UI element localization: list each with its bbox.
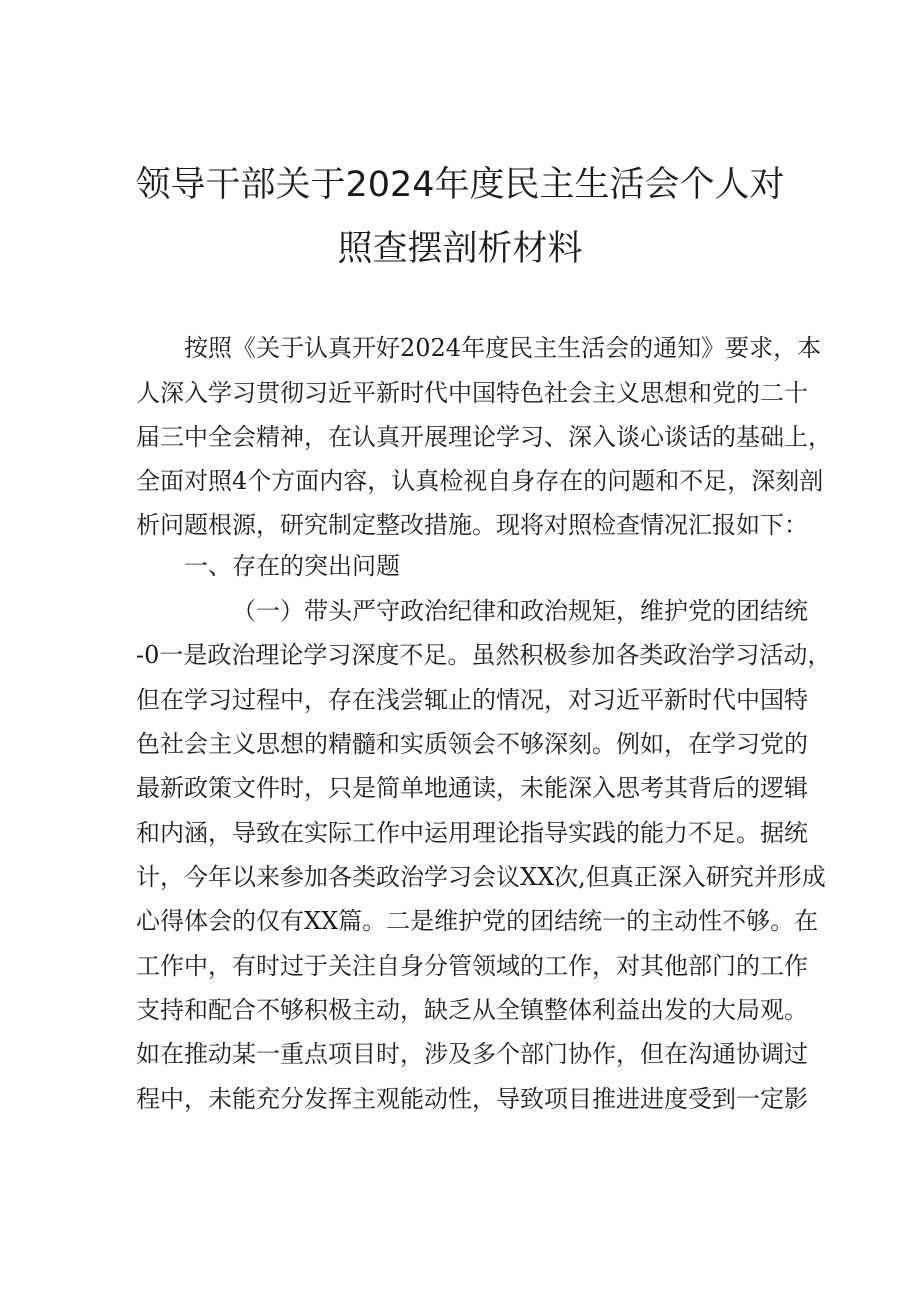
body-paragraph-line: 如在推动某一重点项目时，涉及多个部门协作，但在沟通协调过 <box>136 1040 808 1068</box>
body-paragraph-line: 支持和配合不够积极主动，缺乏从全镇整体利益出发的大局观。 <box>136 996 808 1024</box>
body-paragraph-line: 计，今年以来参加各类政治学习会议XX次,但真正深入研究并形成 <box>136 863 826 891</box>
body-paragraph-line: 但在学习过程中，存在浅尝辄止的情况，对习近平新时代中国特 <box>136 686 808 714</box>
body-paragraph-line: 心得体会的仅有XX篇。二是维护党的团结统一的主动性不够。在 <box>136 907 819 935</box>
body-paragraph-line: （一）带头严守政治纪律和政治规矩，维护党的团结统 <box>232 597 808 625</box>
body-paragraph-line: -0一是政治理论学习深度不足。虽然积极参加各类政治学习活动， <box>136 641 832 669</box>
body-paragraph-line: 色社会主义思想的精髓和实质领会不够深刻。例如，在学习党的 <box>136 730 808 758</box>
body-paragraph-line: 和内涵，导致在实际工作中运用理论指导实践的能力不足。据统 <box>136 819 808 847</box>
document-title-line-2: 照查摆剖析材料 <box>337 229 583 269</box>
body-paragraph-line: 工作中，有时过于关注自身分管领域的工作，对其他部门的工作 <box>136 952 808 980</box>
section-heading: 一、存在的突出问题 <box>184 552 400 580</box>
body-paragraph-line: 最新政策文件时，只是简单地通读，未能深入思考其背后的逻辑 <box>136 774 808 802</box>
document-title-line-1: 领导干部关于2024年度民主生活会个人对 <box>135 165 785 205</box>
intro-paragraph-line: 析问题根源，研究制定整改措施。现将对照检查情况汇报如下： <box>136 511 808 539</box>
body-paragraph-line: 程中，未能充分发挥主观能动性，导致项目推进进度受到一定影 <box>136 1085 808 1113</box>
intro-paragraph-line: 届三中全会精神，在认真开展理论学习、深入谈心谈话的基础上， <box>136 423 832 451</box>
intro-paragraph-line: 按照《关于认真开好2024年度民主生活会的通知》要求，本 <box>184 334 822 362</box>
intro-paragraph-line: 人深入学习贯彻习近平新时代中国特色社会主义思想和党的二十 <box>136 379 808 407</box>
intro-paragraph-line: 全面对照4个方面内容，认真检视自身存在的问题和不足，深刻剖 <box>136 467 824 495</box>
